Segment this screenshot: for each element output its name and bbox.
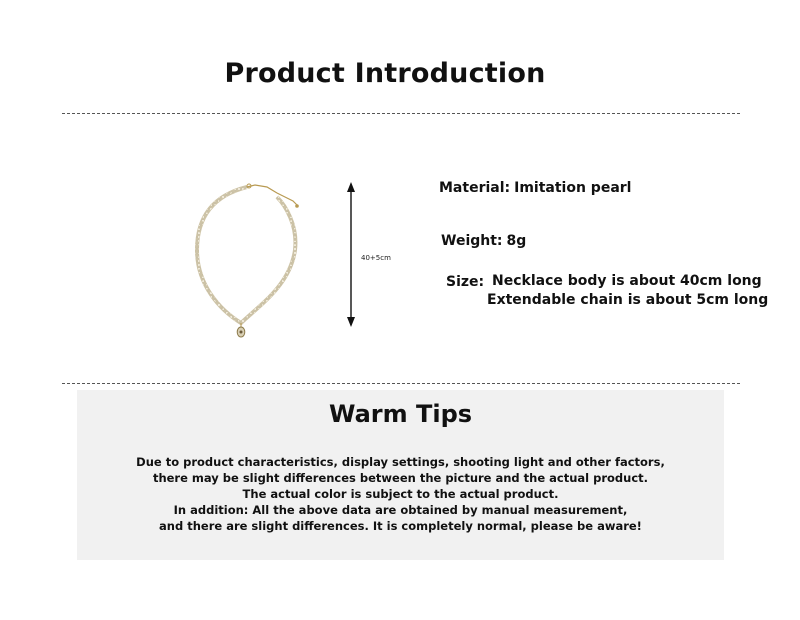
tips-line: The actual color is subject to the actual product.	[242, 487, 559, 501]
warm-tips-panel	[77, 390, 724, 560]
tips-line: In addition: All the above data are obtained by manual measurement,	[173, 503, 628, 517]
tips-line: and there are slight differences. It is completely normal, please be aware!	[159, 519, 642, 533]
spec-material	[439, 180, 631, 196]
spec-value: Imitation pearl	[514, 180, 632, 196]
middle-divider	[62, 383, 740, 384]
spec-size-lines	[487, 272, 768, 310]
spec-value: 8g	[506, 233, 527, 249]
necklace-image	[185, 175, 315, 350]
size-line: Necklace body is about 40cm long	[492, 273, 762, 289]
top-divider	[62, 113, 740, 114]
length-measure-label: 40+5cm	[361, 254, 391, 262]
spec-weight	[441, 233, 526, 249]
spec-key: Material:	[439, 180, 511, 196]
page-title: Product Introduction	[224, 58, 546, 89]
size-line: Extendable chain is about 5cm long	[487, 292, 769, 308]
warm-tips-title: Warm Tips	[328, 400, 473, 428]
warm-tips-body	[77, 454, 724, 534]
tips-line: there may be slight differences between the picture and the actual product.	[152, 471, 649, 485]
spec-key: Weight:	[441, 233, 503, 249]
tips-line: Due to product characteristics, display settings, shooting light and other factors,	[136, 455, 665, 469]
spec-size-key: Size:	[446, 274, 485, 290]
